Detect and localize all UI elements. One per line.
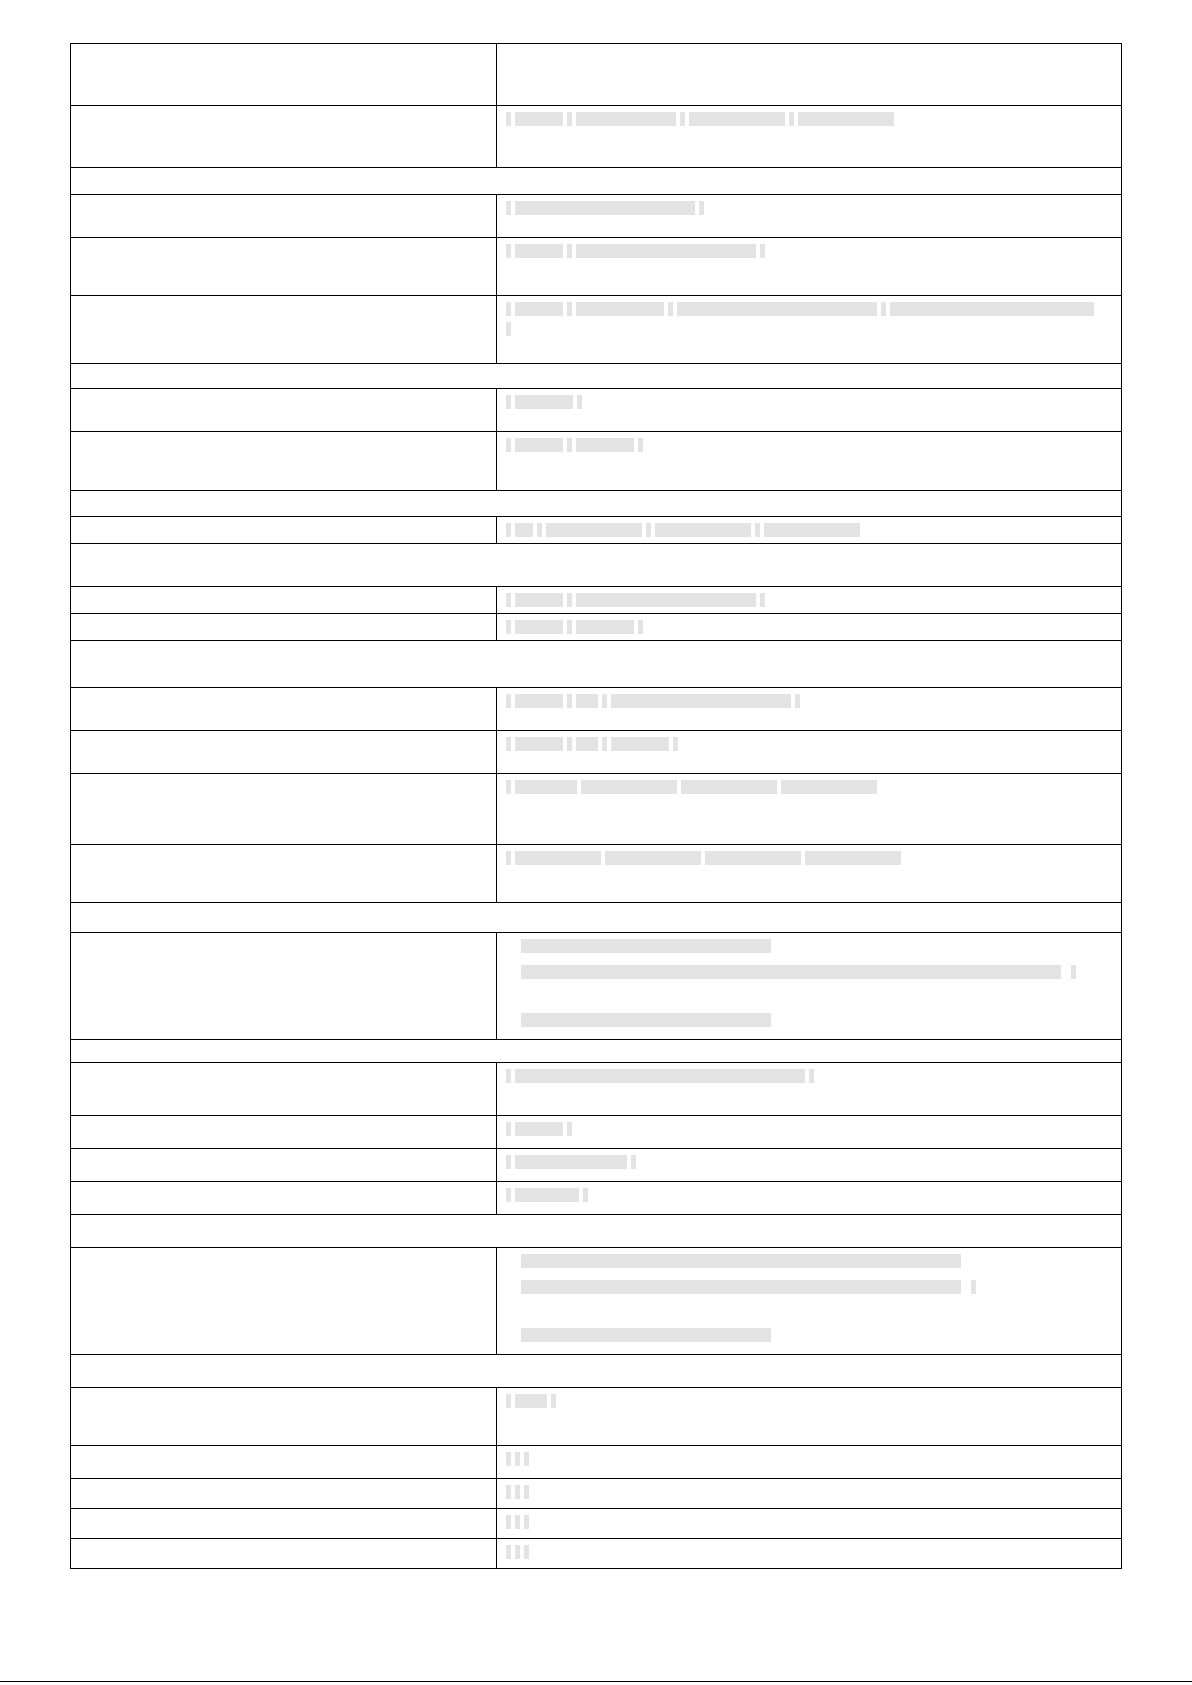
section-header-cell — [71, 168, 1122, 195]
redacted-text — [605, 851, 701, 865]
redacted-text — [576, 694, 598, 708]
redacted-text — [781, 780, 877, 794]
redacted-text — [705, 851, 801, 865]
label-cell — [71, 731, 497, 774]
section-row — [71, 641, 1122, 688]
redacted-text — [577, 395, 582, 409]
redacted-text — [524, 1485, 529, 1499]
value-cell — [497, 1116, 1122, 1149]
section-row — [71, 1040, 1122, 1063]
redacted-text — [506, 851, 511, 865]
section-row — [71, 544, 1122, 587]
label-cell — [71, 296, 497, 364]
value-cell — [497, 1248, 1122, 1355]
redacted-text — [521, 965, 1061, 979]
redacted-text — [515, 1394, 547, 1408]
redacted-text — [521, 1280, 961, 1294]
label-cell — [71, 517, 497, 544]
redacted-text — [515, 244, 563, 258]
value-cell — [497, 1479, 1122, 1509]
section-row — [71, 903, 1122, 933]
redacted-text — [760, 244, 765, 258]
label-cell — [71, 1182, 497, 1215]
table-row — [71, 238, 1122, 296]
label-cell — [71, 774, 497, 845]
redacted-text — [611, 694, 791, 708]
redacted-text — [971, 1280, 976, 1294]
redacted-text — [551, 1394, 556, 1408]
redacted-text — [515, 694, 563, 708]
table-row — [71, 688, 1122, 731]
redacted-text — [515, 1069, 805, 1083]
section-row — [71, 168, 1122, 195]
redacted-text — [805, 851, 901, 865]
redacted-text — [515, 1515, 520, 1529]
value-cell — [497, 44, 1122, 106]
redacted-text — [506, 438, 511, 452]
redacted-text — [506, 780, 511, 794]
redacted-text — [515, 112, 563, 126]
redacted-text — [506, 620, 511, 634]
redacted-text — [755, 523, 760, 537]
redacted-text — [646, 523, 651, 537]
redacted-text — [521, 939, 771, 953]
redacted-text — [881, 302, 886, 316]
table-row — [71, 731, 1122, 774]
redacted-text — [524, 1545, 529, 1559]
redacted-text — [506, 737, 511, 751]
redacted-text — [795, 694, 800, 708]
value-cell — [497, 1149, 1122, 1182]
value-cell — [497, 1446, 1122, 1479]
label-cell — [71, 1063, 497, 1116]
redacted-text — [506, 593, 511, 607]
value-cell — [497, 845, 1122, 903]
redacted-text — [506, 1485, 511, 1499]
label-cell — [71, 587, 497, 614]
section-header-cell — [71, 1215, 1122, 1248]
redacted-text — [567, 244, 572, 258]
label-cell — [71, 44, 497, 106]
table-row — [71, 1509, 1122, 1539]
label-cell — [71, 688, 497, 731]
redacted-text — [809, 1069, 814, 1083]
value-cell — [497, 587, 1122, 614]
redacted-text — [506, 302, 511, 316]
redacted-text — [506, 1452, 511, 1466]
redacted-text — [567, 737, 572, 751]
label-cell — [71, 933, 497, 1040]
redacted-text — [506, 112, 511, 126]
redacted-text — [581, 780, 677, 794]
table-row — [71, 106, 1122, 168]
redacted-text — [506, 1545, 511, 1559]
section-row — [71, 1215, 1122, 1248]
label-cell — [71, 1116, 497, 1149]
section-header-cell — [71, 364, 1122, 389]
redacted-text — [506, 1394, 511, 1408]
table-row — [71, 1149, 1122, 1182]
redacted-text — [602, 694, 607, 708]
value-cell — [497, 731, 1122, 774]
label-cell — [71, 1509, 497, 1539]
table-row — [71, 44, 1122, 106]
redacted-text — [506, 201, 511, 215]
value-cell — [497, 614, 1122, 641]
redacted-text — [1071, 965, 1076, 979]
label-cell — [71, 432, 497, 491]
redacted-text — [506, 1155, 511, 1169]
redacted-text — [515, 1485, 520, 1499]
redacted-text — [515, 780, 577, 794]
table-row — [71, 1388, 1122, 1446]
redacted-text — [576, 112, 676, 126]
section-header-cell — [71, 1355, 1122, 1388]
redacted-text — [506, 1188, 511, 1202]
section-row — [71, 364, 1122, 389]
redacted-text — [515, 201, 695, 215]
table-row — [71, 1446, 1122, 1479]
value-cell — [497, 688, 1122, 731]
section-header-cell — [71, 641, 1122, 688]
label-cell — [71, 238, 497, 296]
table-row — [71, 774, 1122, 845]
redacted-text — [521, 1328, 771, 1342]
value-cell — [497, 933, 1122, 1040]
section-row — [71, 491, 1122, 517]
form-table — [70, 43, 1122, 1569]
value-cell — [497, 774, 1122, 845]
redacted-text — [567, 302, 572, 316]
redacted-text — [515, 1188, 579, 1202]
redacted-text — [515, 1452, 520, 1466]
section-header-cell — [71, 903, 1122, 933]
table-row — [71, 933, 1122, 1040]
redacted-text — [506, 1515, 511, 1529]
label-cell — [71, 1248, 497, 1355]
table-row — [71, 614, 1122, 641]
redacted-text — [506, 1069, 511, 1083]
redacted-text — [631, 1155, 636, 1169]
redacted-text — [798, 112, 894, 126]
label-cell — [71, 106, 497, 168]
redacted-text — [681, 780, 777, 794]
redacted-text — [515, 302, 563, 316]
table-row — [71, 845, 1122, 903]
label-cell — [71, 1479, 497, 1509]
redacted-text — [576, 737, 598, 751]
redacted-text — [689, 112, 785, 126]
table-row — [71, 587, 1122, 614]
value-cell — [497, 296, 1122, 364]
table-row — [71, 296, 1122, 364]
redacted-text — [515, 1122, 563, 1136]
redacted-text — [567, 593, 572, 607]
value-cell — [497, 517, 1122, 544]
label-cell — [71, 389, 497, 432]
redacted-text — [567, 112, 572, 126]
section-header-cell — [71, 544, 1122, 587]
redacted-text — [576, 244, 756, 258]
redacted-text — [567, 1122, 572, 1136]
redacted-text — [764, 523, 860, 537]
value-cell — [497, 389, 1122, 432]
redacted-text — [515, 593, 563, 607]
redacted-text — [668, 302, 673, 316]
redacted-text — [506, 1122, 511, 1136]
table-row — [71, 195, 1122, 238]
value-cell — [497, 1539, 1122, 1569]
label-cell — [71, 1446, 497, 1479]
redacted-text — [521, 1013, 771, 1027]
label-cell — [71, 1388, 497, 1446]
redacted-text — [524, 1452, 529, 1466]
redacted-text — [515, 620, 563, 634]
redacted-text — [655, 523, 751, 537]
redacted-text — [546, 523, 642, 537]
redacted-text — [576, 302, 664, 316]
label-cell — [71, 1539, 497, 1569]
redacted-text — [537, 523, 542, 537]
redacted-text — [611, 737, 669, 751]
redacted-text — [567, 438, 572, 452]
table-row — [71, 1063, 1122, 1116]
redacted-text — [515, 395, 573, 409]
value-cell — [497, 1388, 1122, 1446]
value-cell — [497, 1063, 1122, 1116]
table-row — [71, 1479, 1122, 1509]
label-cell — [71, 1149, 497, 1182]
value-cell — [497, 432, 1122, 491]
label-cell — [71, 845, 497, 903]
redacted-text — [506, 322, 511, 336]
label-cell — [71, 195, 497, 238]
redacted-text — [567, 694, 572, 708]
value-cell — [497, 238, 1122, 296]
redacted-text — [576, 620, 634, 634]
redacted-text — [506, 694, 511, 708]
redacted-text — [638, 438, 643, 452]
table-row — [71, 1248, 1122, 1355]
redacted-text — [521, 1254, 961, 1268]
page-footer-rule — [0, 1681, 1192, 1682]
redacted-text — [515, 1545, 520, 1559]
redacted-text — [506, 395, 511, 409]
section-header-cell — [71, 491, 1122, 517]
redacted-text — [515, 438, 563, 452]
table-row — [71, 1182, 1122, 1215]
redacted-text — [506, 523, 511, 537]
redacted-text — [576, 438, 634, 452]
redacted-text — [515, 737, 563, 751]
table-row — [71, 517, 1122, 544]
redacted-text — [760, 593, 765, 607]
redacted-text — [567, 620, 572, 634]
redacted-text — [680, 112, 685, 126]
redacted-text — [583, 1188, 588, 1202]
value-cell — [497, 1509, 1122, 1539]
redacted-text — [699, 201, 704, 215]
redacted-text — [576, 593, 756, 607]
redacted-text — [677, 302, 877, 316]
redacted-text — [515, 523, 533, 537]
value-cell — [497, 106, 1122, 168]
redacted-text — [515, 1155, 627, 1169]
redacted-text — [789, 112, 794, 126]
redacted-text — [506, 244, 511, 258]
table-row — [71, 1116, 1122, 1149]
redacted-text — [524, 1515, 529, 1529]
redacted-text — [515, 851, 601, 865]
value-cell — [497, 1182, 1122, 1215]
redacted-text — [890, 302, 1094, 316]
redacted-text — [602, 737, 607, 751]
label-cell — [71, 614, 497, 641]
section-row — [71, 1355, 1122, 1388]
table-row — [71, 389, 1122, 432]
redacted-text — [673, 737, 678, 751]
table-row — [71, 1539, 1122, 1569]
redacted-text — [638, 620, 643, 634]
section-header-cell — [71, 1040, 1122, 1063]
value-cell — [497, 195, 1122, 238]
table-row — [71, 432, 1122, 491]
